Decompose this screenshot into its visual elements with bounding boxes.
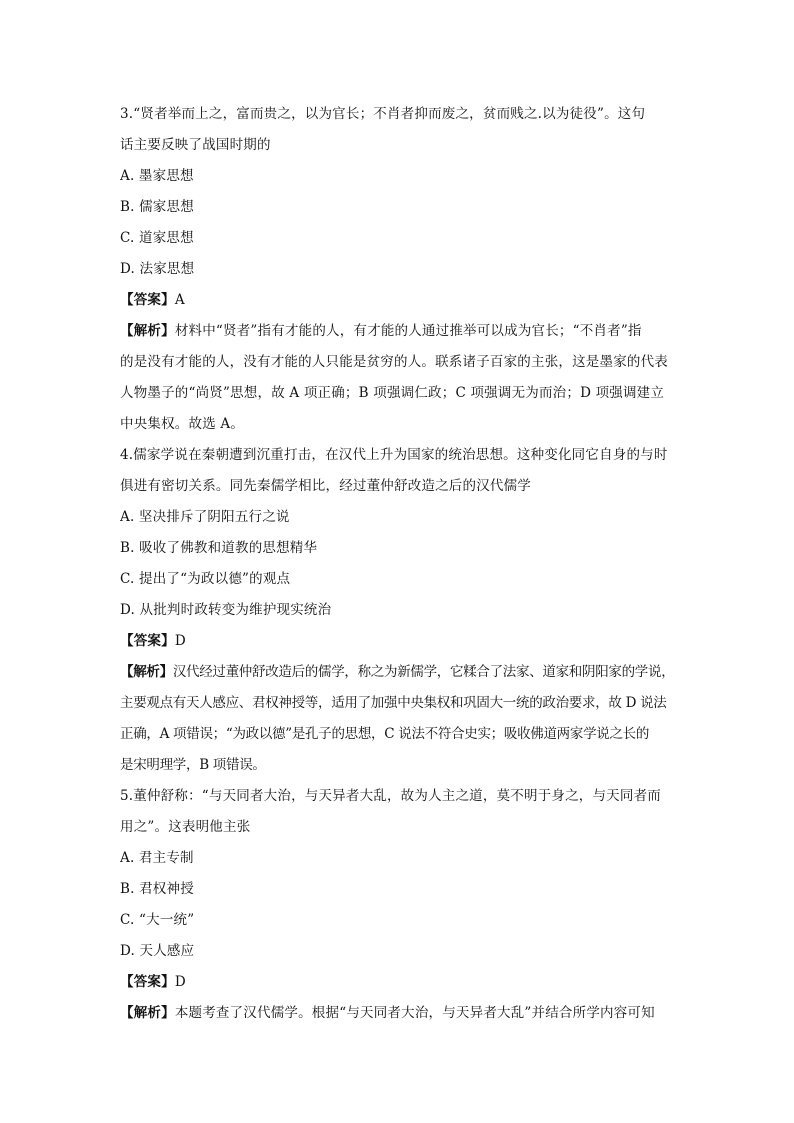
option-b: B. 儒家思想 (120, 199, 194, 215)
answer-value: A (174, 292, 185, 308)
question-stem-line: 用之”。这表明他主张 (120, 819, 251, 835)
analysis-text: 本题考查了汉代儒学。根据“与天同者大治，与天异者大乱”并结合所学内容可知 (174, 1005, 655, 1021)
analysis-line: 正确，A 项错误；“为政以德”是孔子的思想，C 说法不符合史实；吸收佛道两家学说之长的 (120, 726, 650, 742)
answer-line (120, 285, 682, 316)
analysis-line: 是宋明理学，B 项错误。 (120, 757, 266, 773)
option-a: A. 墨家思想 (120, 168, 194, 184)
answer-value: D (174, 974, 186, 990)
question-5 (120, 781, 682, 1029)
question-3 (120, 99, 682, 440)
answer-label: 【答案】 (120, 974, 175, 990)
answer-label: 【答案】 (120, 292, 175, 308)
option-c: C. “大一统” (120, 912, 195, 928)
answer-line (120, 626, 682, 657)
option-d: D. 法家思想 (120, 261, 195, 277)
analysis-line: 中央集权。故选 A。 (120, 416, 245, 432)
answer-label: 【答案】 (120, 633, 175, 649)
analysis-label: 【解析】 (120, 664, 173, 680)
analysis-line: 的是没有才能的人，没有才能的人只能是贫穷的人。联系诸子百家的主张，这是墨家的代表 (120, 354, 668, 370)
question-stem-line: 5.董仲舒称：“与天同者大治，与天异者大乱，故为人主之道，莫不明于身之，与天同者而 (120, 788, 661, 804)
analysis-line (120, 316, 682, 347)
analysis-line (120, 657, 682, 688)
question-4 (120, 440, 682, 781)
question-stem-line: 4.儒家学说在秦朝遭到沉重打击，在汉代上升为国家的统治思想。这种变化同它自身的与时 (120, 447, 668, 463)
analysis-line: 人物墨子的“尚贤”思想，故 A 项正确；B 项强调仁政；C 项强调无为而治；D 项强调建立 (120, 385, 665, 401)
analysis-line (120, 998, 682, 1029)
option-b: B. 君权神授 (120, 881, 194, 897)
option-a: A. 君主专制 (120, 850, 194, 866)
option-c: C. 道家思想 (120, 230, 194, 246)
option-d: D. 天人感应 (120, 943, 195, 959)
analysis-label: 【解析】 (120, 1005, 175, 1021)
option-c: C. 提出了“为政以德”的观点 (120, 571, 291, 587)
answer-value: D (174, 633, 186, 649)
analysis-text: 材料中“贤者”指有才能的人，有才能的人通过推举可以成为官长；“不肖者”指 (174, 323, 642, 339)
analysis-label: 【解析】 (120, 323, 175, 339)
option-a: A. 坚决排斥了阴阳五行之说 (120, 509, 290, 525)
question-stem-line: 话主要反映了战国时期的 (120, 137, 271, 153)
analysis-text: 汉代经过董仲舒改造后的儒学，称之为新儒学，它糅合了法家、道家和阴阳家的学说， (172, 664, 675, 680)
option-d: D. 从批判时政转变为维护现实统治 (120, 602, 332, 618)
page-content (120, 99, 682, 1029)
analysis-line: 主要观点有天人感应、君权神授等，适用了加强中央集权和巩固大一统的政治要求，故 D 说法 (120, 695, 667, 711)
question-stem-line: 3.“贤者举而上之，富而贵之，以为官长；不肖者抑而废之，贫而贱之.以为徒役”。这句 (120, 106, 646, 122)
question-stem-line: 俱进有密切关系。同先秦儒学相比，经过董仲舒改造之后的汉代儒学 (120, 478, 531, 494)
option-b: B. 吸收了佛教和道教的思想精华 (120, 540, 318, 556)
answer-line (120, 967, 682, 998)
